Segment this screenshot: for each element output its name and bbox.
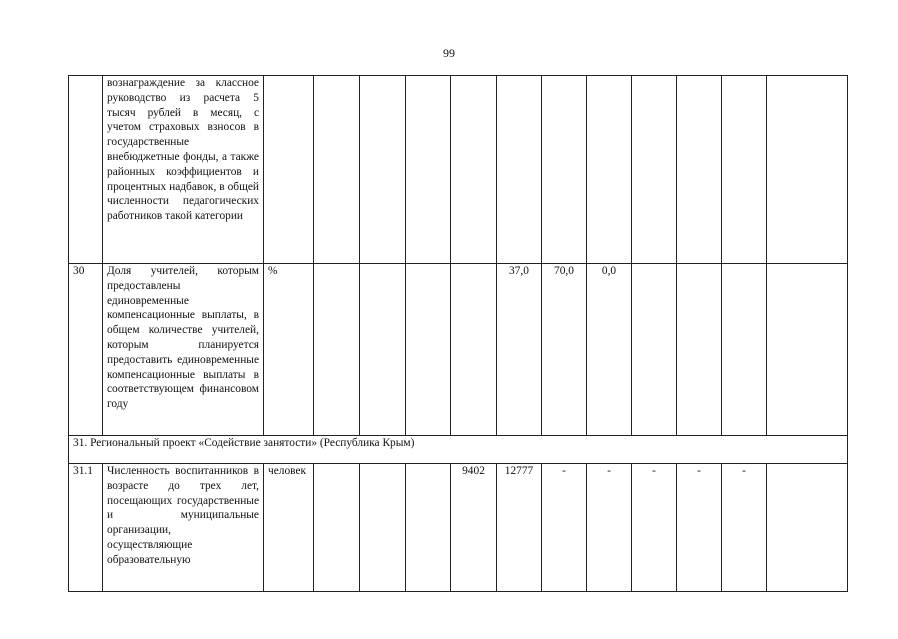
row-unit: %	[264, 264, 314, 436]
row-index	[69, 76, 103, 264]
value-cell	[360, 264, 406, 436]
row-description: Доля учителей, которым предоставлены единовременные компенсационные выплаты, в общем количестве учителей, которым планируется предоставить единовременные компенсационные выплаты в соответствующем финансовом году	[103, 264, 264, 436]
row-index: 30	[69, 264, 103, 436]
value-cell	[587, 76, 632, 264]
value-cell	[632, 76, 677, 264]
value-cell	[451, 76, 497, 264]
value-cell	[406, 76, 451, 264]
table-row	[69, 464, 848, 592]
row-unit	[264, 76, 314, 264]
value-cell	[767, 264, 848, 436]
value-cell	[497, 76, 542, 264]
value-cell	[360, 76, 406, 264]
value-cell	[360, 464, 406, 592]
value-cell: -	[677, 464, 722, 592]
page-number: 99	[443, 46, 455, 60]
value-cell	[542, 76, 587, 264]
value-cell: -	[722, 464, 767, 592]
row-unit: человек	[264, 464, 314, 592]
value-cell	[767, 464, 848, 592]
value-cell	[406, 464, 451, 592]
value-cell	[677, 264, 722, 436]
row-index: 31.1	[69, 464, 103, 592]
value-cell: 9402	[451, 464, 497, 592]
value-cell: -	[632, 464, 677, 592]
value-cell	[722, 264, 767, 436]
value-cell: 70,0	[542, 264, 587, 436]
value-cell	[314, 464, 360, 592]
table-row	[69, 264, 848, 436]
value-cell	[406, 264, 451, 436]
value-cell	[451, 264, 497, 436]
value-cell: -	[587, 464, 632, 592]
value-cell	[314, 264, 360, 436]
section-title: 31. Региональный проект «Содействие занятости» (Республика Крым)	[69, 436, 848, 464]
value-cell	[314, 76, 360, 264]
value-cell	[632, 264, 677, 436]
row-description: вознаграждение за классное руководство из расчета 5 тысяч рублей в месяц, с учетом страховых взносов в государственные внебюджетные фонды, а также районных коэффициентов и процентных надбавок, в общей численности педагогических работников такой категории	[103, 76, 264, 264]
value-cell: 37,0	[497, 264, 542, 436]
value-cell: -	[542, 464, 587, 592]
table-row	[69, 76, 848, 264]
value-cell	[767, 76, 848, 264]
value-cell	[722, 76, 767, 264]
row-description: Численность воспитанников в возрасте до трех лет, посещающих государственные и муниципальные организации, осуществляющие образовательную	[103, 464, 264, 592]
value-cell: 0,0	[587, 264, 632, 436]
section-row	[69, 436, 848, 464]
indicators-table	[68, 75, 848, 592]
value-cell: 12777	[497, 464, 542, 592]
value-cell	[677, 76, 722, 264]
